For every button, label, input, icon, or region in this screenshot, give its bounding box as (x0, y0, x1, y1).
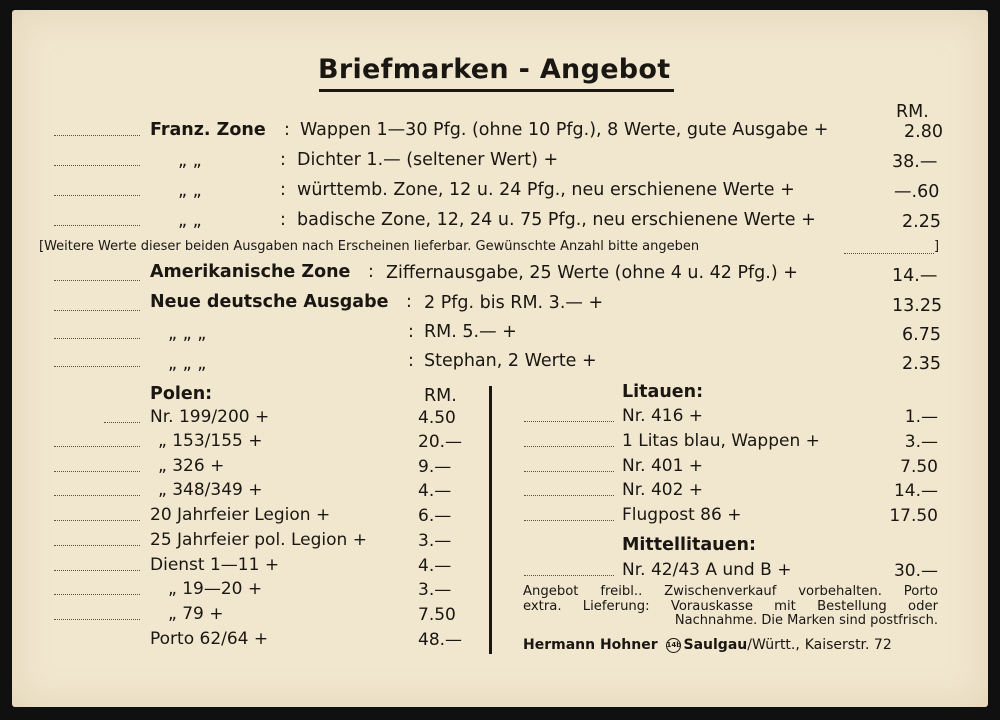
page-title: Briefmarken - Angebot (318, 54, 671, 85)
bracket-note: [Weitere Werte dieser beiden Ausgaben nach Erscheinen lieferbar. Gewünschte Anzahl bitte angeben (39, 239, 700, 254)
dotted-leader (54, 495, 140, 496)
polen-currency: RM. (424, 386, 457, 406)
polen-row-text: Dienst 1—11 + (150, 555, 280, 575)
litauen-row-price: 7.50 (900, 457, 938, 477)
litauen-row-price: 1.— (904, 407, 938, 427)
litauen-row-price: 3.— (904, 432, 938, 452)
polen-row-text: Nr. 199/200 + (150, 407, 270, 427)
polen-row-price: 48.— (418, 630, 463, 650)
ditto-sep: : (408, 322, 414, 342)
dotted-leader (524, 446, 614, 447)
franz-badische-price: 2.25 (902, 212, 941, 232)
dotted-leader (54, 195, 140, 196)
dotted-leader (524, 575, 614, 576)
franz-price: 2.80 (904, 122, 943, 142)
dotted-leader (54, 471, 140, 472)
terms-line-2: extra. Lieferung: Vorauskasse mit Bestellung oder (523, 599, 938, 614)
dotted-leader (54, 310, 140, 311)
ditto-sep: : (280, 210, 286, 230)
neue-price: 13.25 (892, 296, 943, 316)
seller-street: Kaiserstr. 72 (804, 637, 892, 653)
polen-row-price: 4.50 (418, 408, 456, 428)
bracket-close: ] (934, 239, 940, 254)
dotted-leader (54, 225, 140, 226)
polen-row-text: „ 153/155 + (158, 431, 263, 451)
litauen-row-text: Nr. 401 + (622, 456, 704, 476)
postcard (12, 10, 988, 707)
franz-wuerttemb-text: württemb. Zone, 12 u. 24 Pfg., neu erschienene Werte + (297, 180, 795, 200)
amerikanische-label: Amerikanische Zone (150, 262, 351, 282)
dotted-leader (524, 471, 614, 472)
neue-rm5-price: 6.75 (902, 325, 941, 345)
dotted-leader (54, 446, 140, 447)
dotted-leader (54, 545, 140, 546)
title-underline (319, 89, 674, 92)
neue-text: 2 Pfg. bis RM. 3.— + (424, 293, 604, 313)
terms-line-3: Nachnahme. Die Marken sind postfrisch. (674, 613, 938, 628)
franz-dichter-price: 38.— (892, 152, 938, 172)
mittellitauen-row-text: Nr. 42/43 A und B + (622, 560, 792, 580)
franz-wuerttemb-price: —.60 (894, 182, 940, 202)
seller-region: /Württ., (747, 637, 800, 653)
neue-stephan-text: Stephan, 2 Werte + (424, 351, 597, 371)
dotted-leader (54, 338, 140, 339)
dotted-leader (524, 520, 614, 521)
dotted-leader (54, 366, 140, 367)
franz-sep: : (284, 120, 290, 140)
dotted-leader (524, 421, 614, 422)
neue-label: Neue deutsche Ausgabe (150, 292, 389, 312)
polen-row-text: „ 79 + (168, 604, 224, 624)
franz-badische-text: badische Zone, 12, 24 u. 75 Pfg., neu erschienene Werte + (297, 210, 816, 230)
ditto-label: „ „ (178, 211, 202, 231)
polen-row-text: 25 Jahrfeier pol. Legion + (150, 530, 367, 550)
seller-address (523, 637, 892, 653)
polen-row-price: 7.50 (418, 605, 456, 625)
dotted-leader (54, 594, 140, 595)
currency-header: RM. (896, 102, 929, 122)
neue-rm5-text: RM. 5.— + (424, 322, 517, 342)
polen-row-text: „ 348/349 + (158, 480, 263, 500)
neue-sep: : (406, 292, 412, 312)
franz-dichter-text: Dichter 1.— (seltener Wert) + (297, 150, 559, 170)
mittellitauen-heading: Mittellitauen: (622, 535, 756, 555)
seller-city: Saulgau (683, 637, 748, 653)
polen-row-text: „ 19—20 + (168, 579, 263, 599)
ditto-sep: : (280, 180, 286, 200)
ditto-sep: : (280, 150, 286, 170)
polen-heading: Polen: (150, 384, 213, 404)
ditto-label: „ „ „ (168, 324, 207, 344)
dotted-leader (104, 422, 140, 423)
dotted-leader (54, 135, 140, 136)
franz-label: Franz. Zone (150, 120, 266, 140)
column-divider (489, 386, 492, 654)
polen-row-text: 20 Jahrfeier Legion + (150, 505, 331, 525)
ditto-label: „ „ (178, 181, 202, 201)
polen-row-price: 3.— (418, 580, 452, 600)
mittellitauen-row-price: 30.— (893, 561, 938, 581)
polen-row-price: 3.— (418, 531, 452, 551)
litauen-row-text: Flugpost 86 + (622, 505, 742, 525)
litauen-row-price: 17.50 (889, 506, 938, 526)
amerikanische-price: 14.— (892, 266, 938, 286)
polen-row-price: 4.— (418, 556, 452, 576)
franz-text: Wappen 1—30 Pfg. (ohne 10 Pfg.), 8 Werte, gute Ausgabe + (300, 120, 829, 140)
litauen-row-price: 14.— (893, 481, 938, 501)
litauen-row-text: 1 Litas blau, Wappen + (622, 431, 820, 451)
amerikanische-sep: : (368, 262, 374, 282)
dotted-leader (54, 570, 140, 571)
seller-name: Hermann Hohner (523, 637, 658, 653)
neue-stephan-price: 2.35 (902, 354, 941, 374)
dotted-leader (54, 619, 140, 620)
ditto-label: „ „ „ (168, 354, 207, 374)
polen-row-price: 9.— (418, 457, 452, 477)
dotted-leader (844, 253, 934, 254)
seller-logo: 14b (666, 638, 681, 653)
ditto-sep: : (408, 351, 414, 371)
amerikanische-text: Ziffernausgabe, 25 Werte (ohne 4 u. 42 Pfg.) + (386, 263, 798, 283)
litauen-row-text: Nr. 402 + (622, 480, 704, 500)
polen-row-price: 6.— (418, 506, 452, 526)
ditto-label: „ „ (178, 151, 202, 171)
dotted-leader (54, 165, 140, 166)
dotted-leader (54, 280, 140, 281)
polen-row-price: 20.— (418, 432, 463, 452)
dotted-leader (524, 495, 614, 496)
polen-row-text: Porto 62/64 + (150, 629, 269, 649)
litauen-heading: Litauen: (622, 382, 704, 402)
polen-row-price: 4.— (418, 481, 452, 501)
polen-row-text: „ 326 + (158, 456, 225, 476)
terms-line-1: Angebot freibl.. Zwischenverkauf vorbehalten. Porto (523, 584, 938, 599)
dotted-leader (54, 520, 140, 521)
litauen-row-text: Nr. 416 + (622, 406, 704, 426)
